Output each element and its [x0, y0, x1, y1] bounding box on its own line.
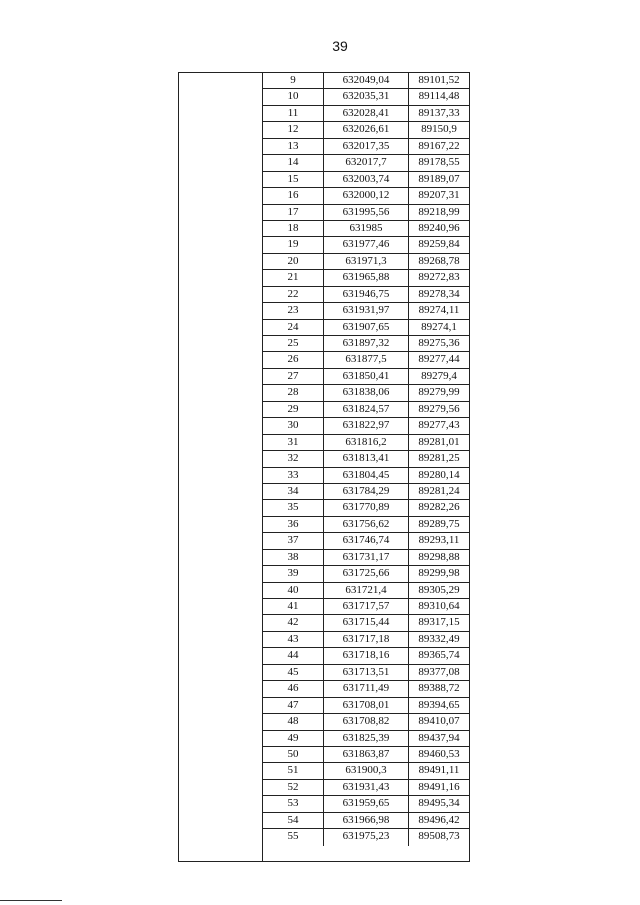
table-row	[263, 451, 469, 467]
table-row	[263, 89, 469, 105]
point-number-cell: 55	[263, 829, 324, 845]
y-coordinate-cell: 89508,73	[418, 830, 460, 843]
table-row	[263, 435, 469, 451]
table-row	[263, 468, 469, 484]
table-row	[263, 139, 469, 155]
table-row	[263, 829, 469, 845]
y-coordinate-cell: 89137,33	[418, 106, 460, 119]
table-row	[263, 188, 469, 204]
page-number: 39	[332, 38, 348, 54]
y-coordinate-cell: 89491,11	[418, 764, 460, 777]
x-coordinate-cell: 631715,44	[324, 615, 409, 630]
x-coordinate-cell: 631977,46	[324, 237, 409, 252]
x-coordinate-cell: 631897,32	[324, 336, 409, 351]
point-number-cell: 39	[263, 566, 324, 581]
point-number-cell: 15	[263, 172, 324, 187]
y-coordinate-cell: 89299,98	[418, 567, 460, 580]
point-number-cell: 25	[263, 336, 324, 351]
table-row	[263, 550, 469, 566]
x-coordinate-cell: 632035,31	[324, 89, 409, 104]
y-coordinate-cell: 89310,64	[418, 600, 460, 612]
point-number-cell: 49	[263, 731, 324, 746]
y-coordinate-cell: 89277,43	[418, 419, 460, 432]
table-row	[263, 731, 469, 747]
table-row	[263, 352, 469, 368]
table-row	[263, 287, 469, 303]
y-coordinate-cell: 89272,83	[418, 271, 460, 284]
point-number-cell: 33	[263, 468, 324, 483]
y-coordinate-cell: 89410,07	[418, 715, 460, 728]
table-row	[263, 599, 469, 615]
x-coordinate-cell: 631717,57	[324, 599, 409, 614]
point-number-cell: 36	[263, 517, 324, 532]
y-coordinate-cell: 89101,52	[418, 74, 460, 86]
table-row	[263, 385, 469, 401]
point-number-cell: 17	[263, 205, 324, 220]
x-coordinate-cell: 631966,98	[324, 813, 409, 828]
x-coordinate-cell: 632049,04	[324, 73, 409, 88]
x-coordinate-cell: 631975,23	[324, 829, 409, 845]
footnote-divider	[0, 900, 62, 901]
point-number-cell: 50	[263, 747, 324, 762]
table-row	[263, 402, 469, 418]
x-coordinate-cell: 631731,17	[324, 550, 409, 565]
x-coordinate-cell: 631822,97	[324, 418, 409, 433]
x-coordinate-cell: 631946,75	[324, 287, 409, 302]
point-number-cell: 10	[263, 89, 324, 104]
y-coordinate-cell: 89279,56	[418, 402, 460, 415]
y-coordinate-cell: 89281,25	[418, 452, 460, 465]
table-row	[263, 665, 469, 681]
point-number-cell: 19	[263, 237, 324, 252]
y-coordinate-cell: 89282,26	[418, 501, 460, 514]
table-row	[263, 106, 469, 122]
table-row	[263, 122, 469, 138]
y-coordinate-cell: 89279,4	[421, 369, 457, 382]
point-number-cell: 42	[263, 615, 324, 630]
x-coordinate-cell: 631784,29	[324, 484, 409, 499]
y-coordinate-cell: 89460,53	[418, 747, 460, 760]
x-coordinate-cell: 632000,12	[324, 188, 409, 203]
table-row	[263, 303, 469, 319]
x-coordinate-cell: 631770,89	[324, 500, 409, 515]
point-number-cell: 38	[263, 550, 324, 565]
table-row	[263, 73, 469, 89]
table-row	[263, 796, 469, 812]
point-number-cell: 47	[263, 698, 324, 713]
table-row	[263, 780, 469, 796]
x-coordinate-cell: 631863,87	[324, 747, 409, 762]
point-number-cell: 27	[263, 369, 324, 384]
point-number-cell: 51	[263, 763, 324, 778]
x-coordinate-cell: 631711,49	[324, 681, 409, 696]
x-coordinate-cell: 631900,3	[324, 763, 409, 778]
y-coordinate-cell: 89207,31	[418, 189, 460, 202]
x-coordinate-cell: 631756,62	[324, 517, 409, 532]
point-number-cell: 44	[263, 648, 324, 663]
table-row	[263, 517, 469, 533]
y-coordinate-cell: 89495,34	[418, 797, 460, 810]
y-coordinate-cell: 89293,11	[418, 534, 460, 547]
point-number-cell: 21	[263, 270, 324, 285]
y-coordinate-cell: 89274,1	[421, 320, 457, 333]
table-row	[263, 533, 469, 549]
table-row	[263, 172, 469, 188]
y-coordinate-cell: 89280,14	[418, 468, 460, 481]
point-number-cell: 12	[263, 122, 324, 137]
coordinates-table	[178, 72, 470, 862]
point-number-cell: 46	[263, 681, 324, 696]
y-coordinate-cell: 89218,99	[418, 205, 460, 218]
table-row	[263, 698, 469, 714]
point-number-cell: 48	[263, 714, 324, 729]
x-coordinate-cell: 632003,74	[324, 172, 409, 187]
y-coordinate-cell: 89167,22	[418, 139, 460, 152]
x-coordinate-cell: 631838,06	[324, 385, 409, 400]
point-number-cell: 40	[263, 583, 324, 598]
table-row	[263, 418, 469, 434]
table-row	[263, 648, 469, 664]
x-coordinate-cell: 631931,97	[324, 303, 409, 318]
table-row	[263, 369, 469, 385]
table-row	[263, 566, 469, 582]
x-coordinate-cell: 631995,56	[324, 205, 409, 220]
y-coordinate-cell: 89317,15	[418, 616, 460, 629]
table-row	[263, 254, 469, 270]
x-coordinate-cell: 631907,65	[324, 320, 409, 335]
y-coordinate-cell: 89274,11	[418, 304, 460, 317]
x-coordinate-cell: 631721,4	[324, 583, 409, 598]
y-coordinate-cell: 89150,9	[421, 123, 457, 136]
table-row	[263, 681, 469, 697]
x-coordinate-cell: 632017,7	[324, 155, 409, 170]
point-number-cell: 20	[263, 254, 324, 269]
x-coordinate-cell: 631965,88	[324, 270, 409, 285]
point-number-cell: 14	[263, 155, 324, 170]
x-coordinate-cell: 631717,18	[324, 632, 409, 647]
table-rows	[263, 73, 469, 861]
x-coordinate-cell: 631824,57	[324, 402, 409, 417]
y-coordinate-cell: 89277,44	[418, 353, 460, 366]
y-coordinate-cell: 89305,29	[418, 583, 460, 596]
point-number-cell: 29	[263, 402, 324, 417]
y-coordinate-cell: 89332,49	[418, 632, 460, 645]
table-row	[263, 205, 469, 221]
y-coordinate-cell: 89268,78	[418, 254, 460, 267]
x-coordinate-cell: 632026,61	[324, 122, 409, 137]
table-row	[263, 763, 469, 779]
y-coordinate-cell: 89491,16	[418, 780, 460, 793]
table-row	[263, 155, 469, 171]
y-coordinate-cell: 89178,55	[418, 156, 460, 169]
point-number-cell: 9	[263, 73, 324, 88]
table-row	[263, 221, 469, 237]
table-row	[263, 336, 469, 352]
x-coordinate-cell: 631804,45	[324, 468, 409, 483]
y-coordinate-cell: 89377,08	[418, 665, 460, 678]
x-coordinate-cell: 631971,3	[324, 254, 409, 269]
point-number-cell: 54	[263, 813, 324, 828]
x-coordinate-cell: 632028,41	[324, 106, 409, 121]
table-row	[263, 237, 469, 253]
y-coordinate-cell: 89189,07	[418, 172, 460, 185]
x-coordinate-cell: 632017,35	[324, 139, 409, 154]
point-number-cell: 18	[263, 221, 324, 236]
point-number-cell: 13	[263, 139, 324, 154]
point-number-cell: 22	[263, 287, 324, 302]
point-number-cell: 43	[263, 632, 324, 647]
table-row	[263, 484, 469, 500]
table-row	[263, 747, 469, 763]
y-coordinate-cell: 89496,42	[418, 813, 460, 826]
point-number-cell: 28	[263, 385, 324, 400]
x-coordinate-cell: 631725,66	[324, 566, 409, 581]
point-number-cell: 52	[263, 780, 324, 795]
point-number-cell: 32	[263, 451, 324, 466]
table-left-merged-cell	[179, 73, 263, 861]
x-coordinate-cell: 631877,5	[324, 352, 409, 367]
table-row	[263, 270, 469, 286]
point-number-cell: 11	[263, 106, 324, 121]
point-number-cell: 45	[263, 665, 324, 680]
y-coordinate-cell: 89279,99	[418, 386, 460, 399]
table-row	[263, 500, 469, 516]
point-number-cell: 53	[263, 796, 324, 811]
y-coordinate-cell: 89275,36	[418, 337, 460, 349]
y-coordinate-cell: 89298,88	[418, 550, 460, 563]
y-coordinate-cell: 89437,94	[418, 731, 460, 744]
point-number-cell: 30	[263, 418, 324, 433]
y-coordinate-cell: 89281,24	[418, 484, 460, 497]
point-number-cell: 41	[263, 599, 324, 614]
x-coordinate-cell: 631718,16	[324, 648, 409, 663]
table-row	[263, 583, 469, 599]
point-number-cell: 16	[263, 188, 324, 203]
table-row	[263, 632, 469, 648]
x-coordinate-cell: 631746,74	[324, 533, 409, 548]
point-number-cell: 26	[263, 352, 324, 367]
x-coordinate-cell: 631816,2	[324, 435, 409, 450]
x-coordinate-cell: 631931,43	[324, 780, 409, 795]
x-coordinate-cell: 631708,82	[324, 714, 409, 729]
point-number-cell: 37	[263, 533, 324, 548]
y-coordinate-cell: 89278,34	[418, 287, 460, 300]
y-coordinate-cell: 89240,96	[418, 221, 460, 234]
y-coordinate-cell: 89388,72	[418, 682, 460, 695]
x-coordinate-cell: 631985	[324, 221, 409, 236]
x-coordinate-cell: 631825,39	[324, 731, 409, 746]
table-row	[263, 615, 469, 631]
x-coordinate-cell: 631713,51	[324, 665, 409, 680]
point-number-cell: 34	[263, 484, 324, 499]
table-row	[263, 813, 469, 829]
point-number-cell: 24	[263, 320, 324, 335]
x-coordinate-cell: 631708,01	[324, 698, 409, 713]
point-number-cell: 31	[263, 435, 324, 450]
point-number-cell: 35	[263, 500, 324, 515]
y-coordinate-cell: 89281,01	[418, 435, 460, 448]
y-coordinate-cell: 89394,65	[418, 698, 460, 711]
y-coordinate-cell: 89259,84	[418, 238, 460, 251]
x-coordinate-cell: 631813,41	[324, 451, 409, 466]
x-coordinate-cell: 631959,65	[324, 796, 409, 811]
y-coordinate-cell: 89365,74	[418, 649, 460, 662]
table-row	[263, 320, 469, 336]
point-number-cell: 23	[263, 303, 324, 318]
table-row	[263, 714, 469, 730]
y-coordinate-cell: 89114,48	[418, 90, 460, 103]
x-coordinate-cell: 631850,41	[324, 369, 409, 384]
y-coordinate-cell: 89289,75	[418, 517, 460, 530]
